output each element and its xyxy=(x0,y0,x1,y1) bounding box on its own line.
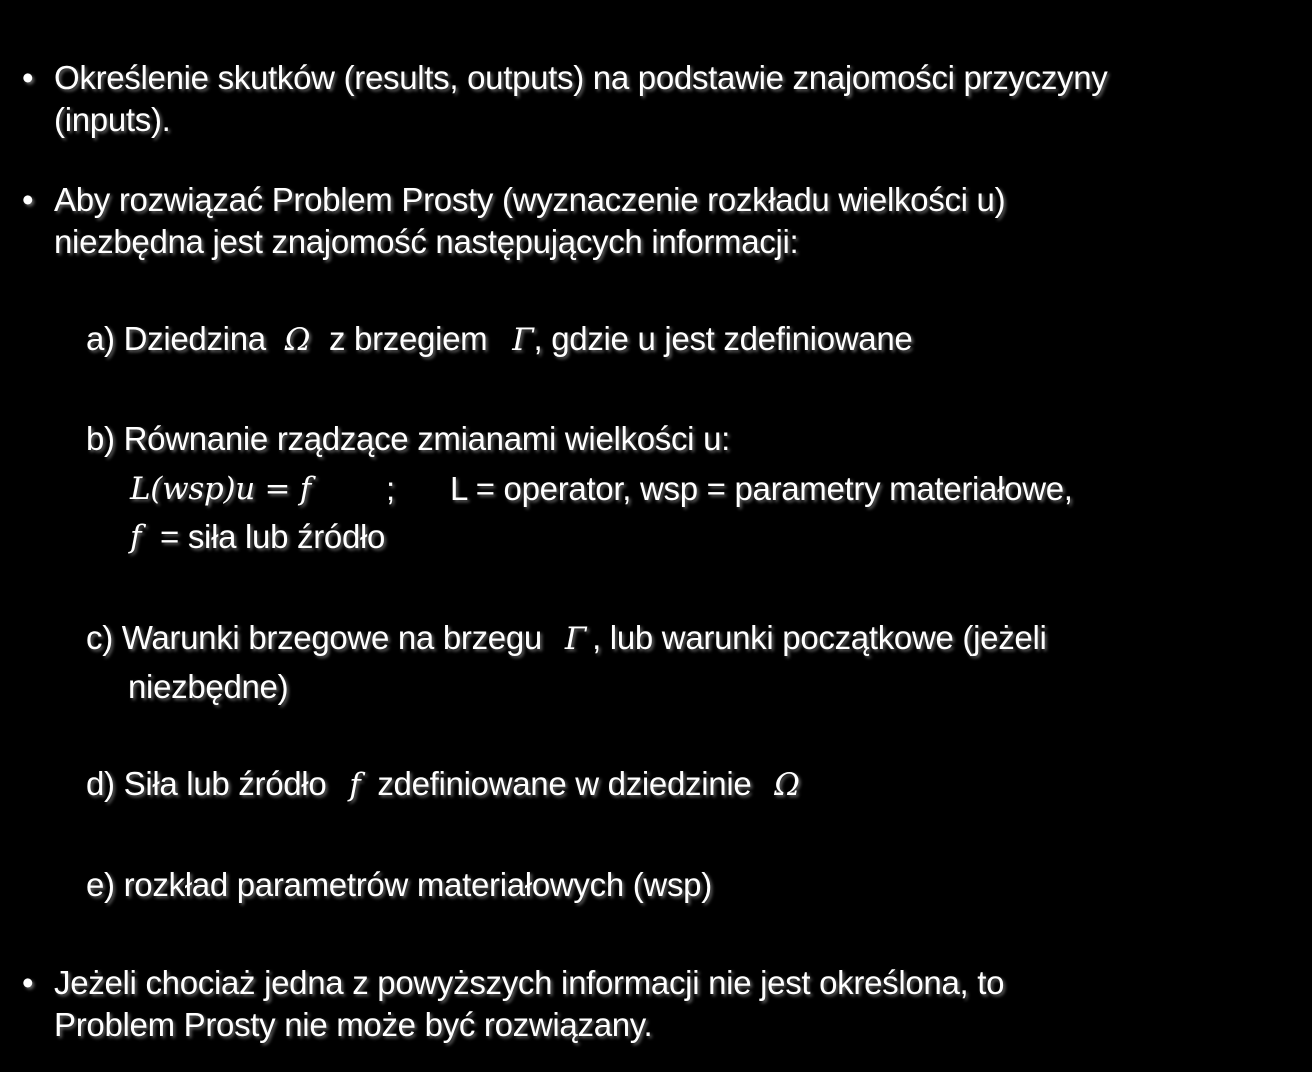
gamma-symbol: Γ xyxy=(564,621,587,657)
equation-separator: ; xyxy=(386,470,395,507)
bullet-3-line-2: Problem Prosty nie może być rozwiązany. xyxy=(54,1006,653,1043)
bullet-2-line-2: niezbędna jest znajomość następujących informacji: xyxy=(54,223,799,260)
bullet-text-3 xyxy=(54,962,1294,1046)
f-symbol: f xyxy=(349,767,361,803)
f-definition: = siła lub źródło xyxy=(160,518,386,555)
governing-equation: L(wsp)u = f xyxy=(130,471,311,507)
item-b-heading: b) Równanie rządzące zmianami wielkości u: xyxy=(86,420,731,457)
equation-definition: L = operator, wsp = parametry materiałowe, xyxy=(450,470,1073,507)
item-a xyxy=(86,318,912,361)
item-a-suffix: , gdzie u jest zdefiniowane xyxy=(533,320,913,357)
gamma-symbol: Γ xyxy=(512,322,534,358)
bullet-text-1 xyxy=(54,57,1294,141)
bullet-1-line-1: Określenie skutków (results, outputs) na podstawie znajomości przyczyny xyxy=(54,59,1108,96)
omega-symbol: Ω xyxy=(284,322,311,358)
item-a-prefix: a) Dziedzina xyxy=(86,320,266,357)
bullet-icon: • xyxy=(22,59,34,96)
item-c-suffix: , lub warunki początkowe (jeżeli xyxy=(592,619,1047,656)
item-c xyxy=(86,617,1047,660)
item-d xyxy=(86,763,800,806)
item-c-line-2: niezbędne) xyxy=(128,668,289,705)
bullet-icon: • xyxy=(22,181,34,218)
item-d-prefix: d) Siła lub źródło xyxy=(86,765,327,802)
item-e: e) rozkład parametrów materiałowych (wsp) xyxy=(86,866,712,903)
item-c-prefix: c) Warunki brzegowe na brzegu xyxy=(86,619,542,656)
bullet-1-line-2: (inputs). xyxy=(54,101,171,138)
omega-symbol: Ω xyxy=(774,767,800,803)
bullet-icon: • xyxy=(22,964,34,1001)
bullet-text-2 xyxy=(54,179,1294,263)
item-d-mid: zdefiniowane w dziedzinie xyxy=(377,765,752,802)
item-a-mid: z brzegiem xyxy=(328,320,488,357)
bullet-3-line-1: Jeżeli chociaż jedna z powyższych informacji nie jest określona, to xyxy=(54,964,1005,1001)
bullet-2-line-1: Aby rozwiązać Problem Prosty (wyznaczenie rozkładu wielkości u) xyxy=(54,181,1006,218)
f-symbol: f xyxy=(130,519,142,555)
